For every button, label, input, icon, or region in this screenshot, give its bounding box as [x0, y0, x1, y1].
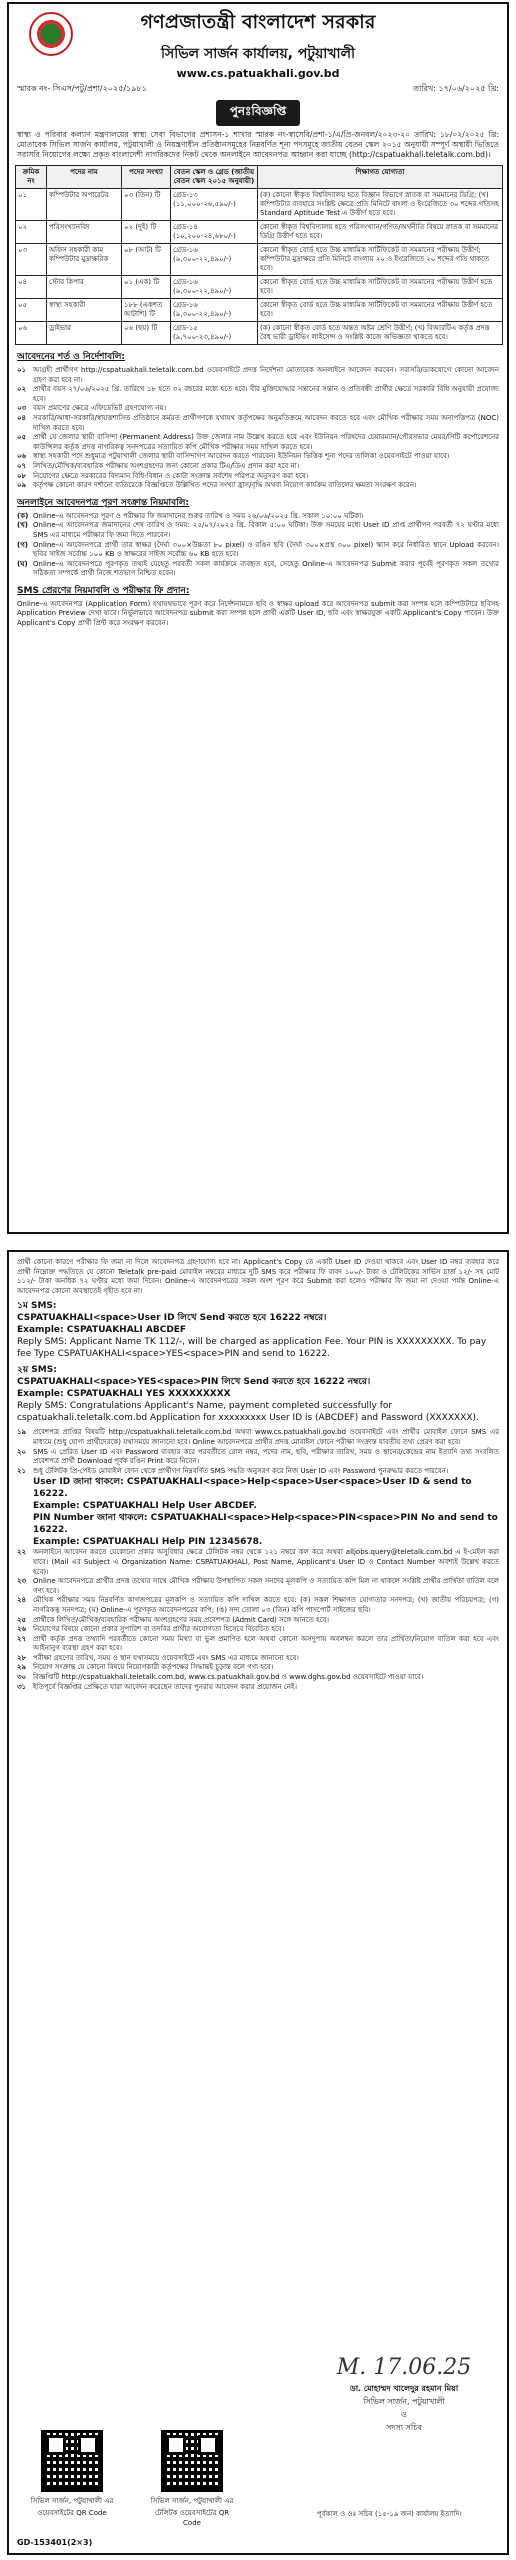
qr-caption: সিভিল সার্জন, পটুয়াখালী এর ওয়েবসাইটের QR Code — [30, 2497, 114, 2517]
table-cell: কোনো স্বীকৃত বিশ্ববিদ্যালয় হতে পরিসংখ্যান/গণিত/অর্থনীতি বিষয়ে স্নাতক বা সমমানের ডিগ্রি উত্তীর্ণ হতে হবে। — [258, 221, 503, 244]
condition-item: ০৬ স্বাস্থ্য সহকারী পদে শুধুমাত্র পটুয়াখালী জেলার স্থায়ী বাসিন্দাগণ আবেদন করতে পারবেন। ইউনিয়ন ভিত্তিক শূন্য পদের তালিকা ওয়েবসাইটে পাওয়া যাবে। — [17, 452, 450, 461]
sms2-command: CSPATUAKHALI<space>YES<space>PIN লিখে Send করতে হবে 16222 নম্বরে। — [17, 1377, 371, 1388]
table-cell: গ্রেড-১৬ (৯,৩০০-২২,৪৯০/-) — [171, 299, 258, 322]
table-cell: অফিস সহকারী কাম কম্পিউটার মুদ্রাক্ষরিক — [47, 244, 122, 276]
condition-item: ০৯ কর্তৃপক্ষ কোনো কারণ দর্শানো ব্যতিরেকে বিজ্ঞপ্তিতে উল্লিখিত পদের সংখ্যা হ্রাস/বৃদ্ধি অথবা নিয়োগ কার্যক্রম বাতিলের ক্ষমতা সংরক্ষণ করেন। — [17, 481, 417, 490]
table-cell: গ্রেড-১৬ (৯,৩০০-২২,৪৯০/-) — [171, 276, 258, 299]
sms1-label: ১ম SMS: — [17, 1301, 57, 1312]
office-website[interactable]: www.cs.patuakhali.gov.bd — [176, 67, 340, 80]
memo-number: স্মারক নং- সিএস/পটু/প্রশা/২০২৫/১৯৮১ — [17, 84, 147, 93]
sms2-label: ২য় SMS: — [17, 1365, 57, 1376]
conditions-title: আবেদনের শর্ত ও নির্দেশাবলি: — [17, 352, 126, 362]
table-cell: ০১ (এক) টি — [122, 276, 171, 299]
condition-item: ০৫ প্রার্থী যে জেলার স্থায়ী বাসিন্দা (Permanent Address) উক্ত জেলার নাম উল্লেখ করতে হবে এবং ইউনিয়ন পরিষদের চেয়ারম্যান/পৌরসভার মেয়র/সিটি কর্পোরেশনের কাউন্সিলর কর্তৃক প্রদত্ত নাগরিকত্ব সনদপত্রের সত্যায়িত কপি মৌখিক পরীক্ষার সময় দাখিল করতে হবে। — [17, 433, 499, 451]
copy-distribution: পূর্বকাল ও ওঃ সচিব (১৫-১৯ জন) কার্যালয় ইত্যাদি। — [317, 2510, 462, 2518]
table-cell: কম্পিউটার অপারেটর — [47, 189, 122, 221]
condition-item: ০৮ নিয়োগের ক্ষেত্রে সরকারের বিদ্যমান বিধি-বিধান ও কোটা সংক্রান্ত সর্বশেষ পরিপত্র অনুসরণ করা হবে। — [17, 471, 309, 480]
later-item: ২৮ পরীক্ষা গ্রহণের তারিখ, সময় ও স্থান যথাসময়ে ওয়েবসাইটে এবং SMS এর মাধ্যমে জানানো হবে। — [17, 1653, 299, 1662]
later-item: ২৭ প্রার্থী কর্তৃক প্রদত্ত তথ্যাদি পরবর্তীতে কোনো সময় মিথ্যা বা ভুল প্রমাণিত হলে অথবা কোনো অসদুপায় অবলম্বন করলে তার প্রার্থিতা/নিয়োগ বাতিল করা হবে এবং আইনানুগ ব্যবস্থা গ্রহণ করা হবে। — [17, 1634, 499, 1653]
helpline-item: ২২ অনলাইনে আবেদন করতে যেকোনো প্রকার অসুবিধার ক্ষেত্রে টেলিটক নম্বর থেকে ১২১ নম্বরে কল করে অথবা alljobs.query@teletalk.com.bd এ ই-মেইল করা যাবে। (Mail এর Subject এ Organization Name: CSPATUAKHALI, Post Name, Applicant's User ID ও Contact Number অবশ্যই উল্লেখ করতে হবে)। — [17, 1548, 499, 1576]
qr-row — [27, 2430, 237, 2527]
signer-committee: ও — [401, 2410, 407, 2419]
sms2-example: Example: CSPATUAKHALI YES XXXXXXXXX — [17, 1389, 231, 1400]
signature-mark: M. 17.06.25 — [336, 2355, 472, 2380]
table-cell: গ্রেড-১৫ (৯,৭০০-২৩,৪৯০/-) — [171, 322, 258, 345]
online-item: (ঘ) Online-এ আবেদনপত্রে পূরণকৃত তথ্যই যেহেতু পরবর্তী সকল কার্যক্রমে ব্যবহৃত হবে, সেহেতু Online-এ আবেদনপত্র Submit করার পূর্বেই পূরণকৃত সকল তথ্যের সঠিকতা সম্পর্কে প্রার্থী নিজে শতভাগ নিশ্চিত হবেন। — [17, 559, 499, 578]
recover-pin-example: Example: CSPATUAKHALI Help PIN 12345678. — [33, 1537, 263, 1548]
memo-date: তারিখ: ১৭/০৬/২০২৫ খ্রি: — [413, 84, 499, 93]
table-cell: কোনো স্বীকৃত বোর্ড হতে উচ্চ মাধ্যমিক সার্টিফিকেট বা সমমানের পরীক্ষায় উত্তীর্ণ হতে হবে। — [258, 276, 503, 299]
notice-banner: পুনঃবিজ্ঞপ্তি — [216, 100, 301, 126]
instruction-item: ২১ শুধু টেলিটক প্রি-পেইড মোবাইল ফোন থেকে প্রার্থীগণ নিম্নবর্ণিত SMS পদ্ধতি অনুসরণ করে নিজ User ID এবং Password পুনরুদ্ধার করতে পারবেন। — [17, 1466, 449, 1475]
table-cell: (ক) কোনো স্বীকৃত বোর্ড হতে অন্তত অষ্টম শ্রেণি উত্তীর্ণ; (খ) বিআরটিএ কর্তৃক প্রদত্ত বৈধ ভারী ড্রাইভিং লাইসেন্স ও সংশ্লিষ্ট কাজে অভিজ্ঞতা থাকতে হবে। — [258, 322, 503, 345]
signer-title: সিভিল সার্জন, পটুয়াখালী — [363, 2397, 445, 2406]
table-cell: ০৪ — [16, 276, 47, 299]
table-row — [16, 299, 503, 322]
qr-website[interactable] — [27, 2430, 117, 2527]
banner-wrap — [9, 100, 507, 126]
later-item: ৩০ বিজ্ঞপ্তিটি http://cspatuakhali.teletalk.com.bd, www.cs.patuakhali.gov.bd ও www.dghs.gov.bd ওয়েবসাইটে পাওয়া যাবে। — [17, 1673, 424, 1682]
table-cell: ০৩ (তিন) টি — [122, 189, 171, 221]
table-cell: ০৮ (আট) টি — [122, 244, 171, 276]
table-cell: ০৬ (ছয়) টি — [122, 322, 171, 345]
signer-role: সদস্য সচিব — [386, 2423, 422, 2432]
sms-intro: Online-এ আবেদনপত্র (Application Form) যথাযথভাবে পূরণ করে নির্দেশনামতে ছবি ও স্বাক্ষর upload করে আবেদনপত্র submit করা সম্পন্ন হলে কম্পিউটারে ছবিসহ Application Preview দেখা যাবে। নির্ভুলভাবে আবেদনপত্র submit করা সম্পন্ন হলে প্রার্থী একটি User ID, ছবি এবং স্বাক্ষরযুক্ত একটি Applicant's Copy পাবেন। উক্ত Applicant's Copy প্রার্থী প্রিন্ট করে সংরক্ষণ করবেন। — [17, 599, 499, 628]
condition-item: ০৭ লিখিত/মৌখিক/ব্যবহারিক পরীক্ষায় অংশগ্রহণের জন্য কোনো প্রকার টিএ/ডিএ প্রদান করা হবে না। — [17, 461, 300, 470]
qr-teletalk[interactable] — [147, 2430, 237, 2527]
later-item: ২৫ প্রার্থীকে লিখিত/মৌখিক/ব্যবহারিক পরীক্ষায় অংশগ্রহণের সময় প্রবেশপত্র (Admit Card) সঙ্গে আনতে হবে। — [17, 1615, 329, 1624]
table-row — [16, 322, 503, 345]
sms2-reply: Reply SMS: Congratulations Applicant's Name, payment completed successfully for cspatuakhali.teletalk.com.bd Application for xxxxxxxxx User ID is (ABCDEF) and Password (XXXXXXX). — [17, 1401, 479, 1424]
table-row — [16, 221, 503, 244]
recover-pin-command: PIN Number জানা থাকলে: CSPATUAKHALI<space>Help<space>PIN<space>PIN No and send to 16222. — [33, 1513, 498, 1536]
gd-code: GD-153401(2×3) — [17, 2538, 93, 2547]
later-item: ৩১ ইতিপূর্বে বিজ্ঞপ্তির প্রেক্ষিতে যারা আবেদন করেছেন তাদের পুনরায় আবেদন করার প্রয়োজন নেই। — [17, 1682, 298, 1691]
fee-paragraph: প্রার্থী কোনো কারণে পরীক্ষার ফি জমা না দিলে আবেদনপত্র গ্রহণযোগ্য হবে না। Applicant's Copy তে একটি User ID দেওয়া থাকবে এবং User ID নম্বর ব্যবহার করে প্রার্থী নিম্নোক্ত পদ্ধতিতে যে কোনো Teletalk pre-paid মোবাইল নম্বরের মাধ্যমে দুটি SMS করে পরীক্ষার ফি বাবদ ১০০/- টাকা ও টেলিটকের সার্ভিস চার্জ ১২/- সহ মোট ১১২/- টাকা অনধিক ৭২ ঘণ্টার মধ্যে জমা দিবেন। Online-এ আবেদনপত্রের সকল অংশ পূরণ করে Submit করা হলেও পরীক্ষার ফি জমা না দেওয়া পর্যন্ত Online-এ আবেদনপত্র কোনো অবস্থাতেই গৃহীত হবে না। — [17, 1258, 499, 1295]
table-cell: গ্রেড-১৬ (৯,৩০০-২২,৪৯০/-) — [171, 244, 258, 276]
sms-title: SMS প্রেরণের নিয়মাবলি ও পরীক্ষার ফি প্রদান: — [17, 585, 190, 596]
government-title: গণপ্রজাতন্ত্রী বাংলাদেশ সরকার — [140, 11, 376, 33]
qr-code-icon — [41, 2430, 103, 2492]
table-cell: কোনো স্বীকৃত বোর্ড হতে উচ্চ মাধ্যমিক সার্টিফিকেট বা সমমানের পরীক্ষায় উত্তীর্ণ; কম্পিউটার মুদ্রাক্ষরে প্রতি মিনিটে বাংলায় ২০ ও ইংরেজিতে ২০ শব্দের গতি থাকতে হবে। — [258, 244, 503, 276]
government-emblem-icon — [29, 12, 73, 56]
intro-paragraph: স্বাস্থ্য ও পরিবার কল্যাণ মন্ত্রণালয়ের স্বাস্থ্য সেবা বিভাগের প্রশাসন-১ শাখার স্মারক নং-স্বাসেবি/প্রশা-১/এ/প্রি-জনবল/২০২৩-২০ তারিখ: ১৮/০২/২০২৫ খ্রি: মোতাবেক সিভিল সার্জন কার্যালয়, পটুয়াখালী ও নিয়ন্ত্রণাধীন প্রতিষ্ঠানসমূহের নিম্নবর্ণিত শূন্য পদসমূহে জাতীয় বেতন স্কেল ২০১৫ অনুযায়ী সম্পূর্ণ অস্থায়ী ভিত্তিতে সরাসরি নিয়োগের লক্ষ্যে প্রকৃত বাংলাদেশী নাগরিকদের নিকট থেকে অনলাইনে আবেদনপত্র আহ্বান করা যাচ্ছে (http://cspatuakhali.teletalk.com.bd)। — [17, 130, 499, 159]
condition-item: ০৪ সরকারি/আধা-সরকারি/স্বায়ত্তশাসিত প্রতিষ্ঠানে কর্মরত প্রার্থীগণকে যথাযথ কর্তৃপক্ষের অনুমতিক্রমে আবেদন করতে হবে এবং মৌখিক পরীক্ষার সময় অনাপত্তিপত্র (NOC) দাখিল করতে হবে। — [17, 413, 499, 432]
posts-table-header — [16, 166, 503, 189]
sms1-example: Example: CSPATUAKHALI ABCDEF — [17, 1325, 187, 1336]
header-cell: পদের সংখ্যা — [122, 166, 171, 189]
instruction-item: ২০ SMS এ প্রেরিত User ID এবং Password ব্যবহার করে পরবর্তীতে রোল নম্বর, পদের নাম, ছবি, পরীক্ষার তারিখ, সময় ও স্থানের/কেন্দ্রের নাম ইত্যাদি তথ্য সংবলিত প্রবেশপত্র প্রার্থী Download পূর্বক রঙিন Print করে নিবেন। — [17, 1447, 499, 1466]
table-row — [16, 276, 503, 299]
table-cell: ০১ — [16, 189, 47, 221]
table-cell: পরিসংখ্যানবিদ — [47, 221, 122, 244]
online-item: (খ) Online-এ আবেদনপত্র জমাদানের শেষ তারিখ ও সময়: ২৫/০৭/২০২৫ খ্রি. বিকাল ৫:০০ ঘটিকা। উক্ত সময়ের মধ্যে User ID প্রাপ্ত প্রার্থীগণ পরবর্তী ৭২ ঘণ্টার মধ্যে SMS এর মাধ্যমে পরীক্ষার ফি জমা দিতে পারবেন। — [17, 521, 499, 539]
table-cell: ০২ — [16, 221, 47, 244]
table-cell: গ্রেড-১৩ (১১,০০০-২৬,৫৯০/-) — [171, 189, 258, 221]
office-title: সিভিল সার্জন কার্যালয়, পটুয়াখালী — [160, 46, 356, 62]
instruction-item: ২৩ Online আবেদনপত্রে প্রার্থীর প্রদত্ত তথ্যের সাথে মৌখিক পরীক্ষায় উপস্থাপিত সকল সনদের মূলকপি ও সত্যায়িত কপি মিল না থাকলে সংশ্লিষ্ট প্রার্থীর প্রার্থিতা বাতিল বলে গণ্য হবে। — [17, 1577, 499, 1595]
recover-user-command: User ID জানা থাকলে: CSPATUAKHALI<space>Help<space>User<space>User ID & send to 16222. — [33, 1477, 472, 1500]
condition-item: ০৩ বয়স প্রমাণের ক্ষেত্রে এফিডেভিট গ্রহণযোগ্য নয়। — [17, 404, 167, 413]
later-item: ২৯ নিয়োগ সংক্রান্ত যে কোনো বিষয়ে নিয়োগকারী কর্তৃপক্ষের সিদ্ধান্তই চূড়ান্ত বলে গণ্য হবে। — [17, 1663, 274, 1672]
qr-code-icon — [161, 2430, 223, 2492]
table-cell: (ক) কোনো স্বীকৃত বিশ্ববিদ্যালয় হতে বিজ্ঞান বিভাগে স্নাতক বা সমমানের ডিগ্রি; (খ) কম্পিউটার ব্যবহারে সংশ্লিষ্ট ক্ষেত্রে প্রতি মিনিটে বাংলা ও ইংরেজিতে ৩০ শব্দের গতিসহ Standard Aptitude Test এ উত্তীর্ণ হতে হবে। — [258, 189, 503, 221]
table-cell: ০৫ — [16, 299, 47, 322]
table-cell: ০৩ — [16, 244, 47, 276]
table-cell: স্টোর কিপার — [47, 276, 122, 299]
later-item: ২৬ নিয়োগের বিষয়ে কোনো প্রকার সুপারিশ বা তদবির প্রার্থীর অযোগ্যতা হিসেবে বিবেচিত হবে। — [17, 1625, 285, 1634]
table-cell: গ্রেড-১৪ (১০,২০০-২৪,৬৮০/-) — [171, 221, 258, 244]
instruction-item: ১৯ প্রবেশপত্র প্রাপ্তির বিষয়টি http://cspatuakhali.teletalk.com.bd অথবা www.cs.patuakhali.gov.bd ওয়েবসাইটে এবং প্রার্থীর মোবাইল ফোনে SMS এর মাধ্যমে (শুধু যোগ্য প্রার্থীদেরকে) যথাসময়ে জানানো হবে। Online আবেদনপত্রে প্রার্থীর প্রদত্ত মোবাইল ফোনে পরীক্ষা সংক্রান্ত যাবতীয় তথ্য প্রেরণ করা হবে। — [17, 1428, 499, 1446]
table-row — [16, 244, 503, 276]
table-cell: ১৮৮ (একশত আটাশি) টি — [122, 299, 171, 322]
table-cell: ড্রাইভার — [47, 322, 122, 345]
table-cell: ০৬ — [16, 322, 47, 345]
advertisement-sheet-2 — [7, 1250, 509, 2555]
sms1-command: CSPATUAKHALI<space>User ID লিখে Send করতে হবে 16222 নম্বরে। — [17, 1313, 327, 1324]
signer-name: ডা. মোহাম্মদ খালেদুর রহমান মিয়া — [349, 2384, 459, 2393]
recover-user-example: Example: CSPATUAKHALI Help User ABCDEF. — [33, 1501, 257, 1512]
header-cell: বেতন স্কেল ও গ্রেড (জাতীয় বেতন স্কেল ২০১৫ অনুযায়ী) — [171, 166, 258, 189]
table-cell: ০২ (দুই) টি — [122, 221, 171, 244]
posts-table — [15, 165, 503, 345]
condition-item: ০২ প্রার্থীর বয়স ২৭/০৬/২০২৫ খ্রি. তারিখে ১৮ হতে ৩২ বছরের মধ্যে হতে হবে। বীর মুক্তিযোদ্ধার সন্তানের সন্তান ও প্রতিবন্ধী প্রার্থীর ক্ষেত্রে সরকারি বিধি অনুযায়ী প্রযোজ্য হবে। — [17, 385, 499, 403]
later-item: ২৪ মৌখিক পরীক্ষার সময় নিম্নবর্ণিত কাগজপত্রের মূলকপি ও সত্যায়িত কপি দাখিল করতে হবে: (ক) সকল শিক্ষাগত যোগ্যতার সনদপত্র; (খ) জাতীয় পরিচয়পত্র; (গ) নাগরিকত্ব সনদপত্র; (ঘ) Online-এ পূরণকৃত আবেদনপত্রের কপি; (ঙ) সদ্য তোলা ০৩ (তিন) কপি পাসপোর্ট সাইজের ছবি। — [17, 1596, 499, 1614]
condition-item: ০১ আগ্রহী প্রার্থীগণ http://cspatuakhali.teletalk.com.bd ওয়েবসাইটে প্রদত্ত নির্দেশনা মোতাবেক অনলাইনে আবেদন করবেন। সরাসরি/ডাকযোগে কোনো আবেদন গ্রহণ করা হবে না। — [17, 366, 499, 384]
online-item: (ক) Online-এ আবেদনপত্র পূরণ ও পরীক্ষার ফি জমাদানের শুরুর তারিখ ও সময় ২৬/০৬/২০২৫ খ্রি. সকাল ১০:০০ ঘটিকা। — [17, 511, 364, 520]
online-title: অনলাইনে আবেদনপত্র পূরণ সংক্রান্ত নিয়মাবলি: — [17, 497, 190, 508]
reference-line — [9, 80, 507, 96]
sms1-reply: Reply SMS: Applicant Name TK 112/-, will be charged as application Fee. Your PIN is XXXXXXXXX. To pay fee Type CSPATUAKHALI<space>YES<space>PIN and send to 16222. — [17, 1337, 487, 1360]
header-cell: শিক্ষাগত যোগ্যতা — [258, 166, 503, 189]
header — [9, 4, 507, 80]
advertisement-sheet-1 — [7, 2, 509, 1234]
table-cell: স্বাস্থ্য সহকারী — [47, 299, 122, 322]
signature-block — [319, 2355, 489, 2435]
table-cell: কোনো স্বীকৃত বোর্ড হতে উচ্চ মাধ্যমিক সার্টিফিকেট বা সমমানের পরীক্ষায় উত্তীর্ণ হতে হবে। — [258, 299, 503, 322]
qr-caption: সিভিল সার্জন, পটুয়াখালী এর টেলিটক ওয়েবসাইটের QR Code — [150, 2497, 234, 2527]
header-cell: পদের নাম — [47, 166, 122, 189]
online-item: (গ) Online-এ আবেদনপত্রে প্রার্থী তার স্বাক্ষর (দৈর্ঘ্য ৩০০×উচ্চতা ৮০ pixel) ও রঙিন ছবি (দৈর্ঘ্য ৩০০×প্রস্থ ৩০০ pixel) স্ক্যান করে নির্ধারিত স্থানে Upload করবেন। ছবির সাইজ সর্বোচ্চ ১০০ KB ও স্বাক্ষরের সাইজ সর্বোচ্চ ৬০ KB হতে হবে। — [17, 540, 499, 559]
header-cell: ক্রমিক নং — [16, 166, 47, 189]
table-row — [16, 189, 503, 221]
